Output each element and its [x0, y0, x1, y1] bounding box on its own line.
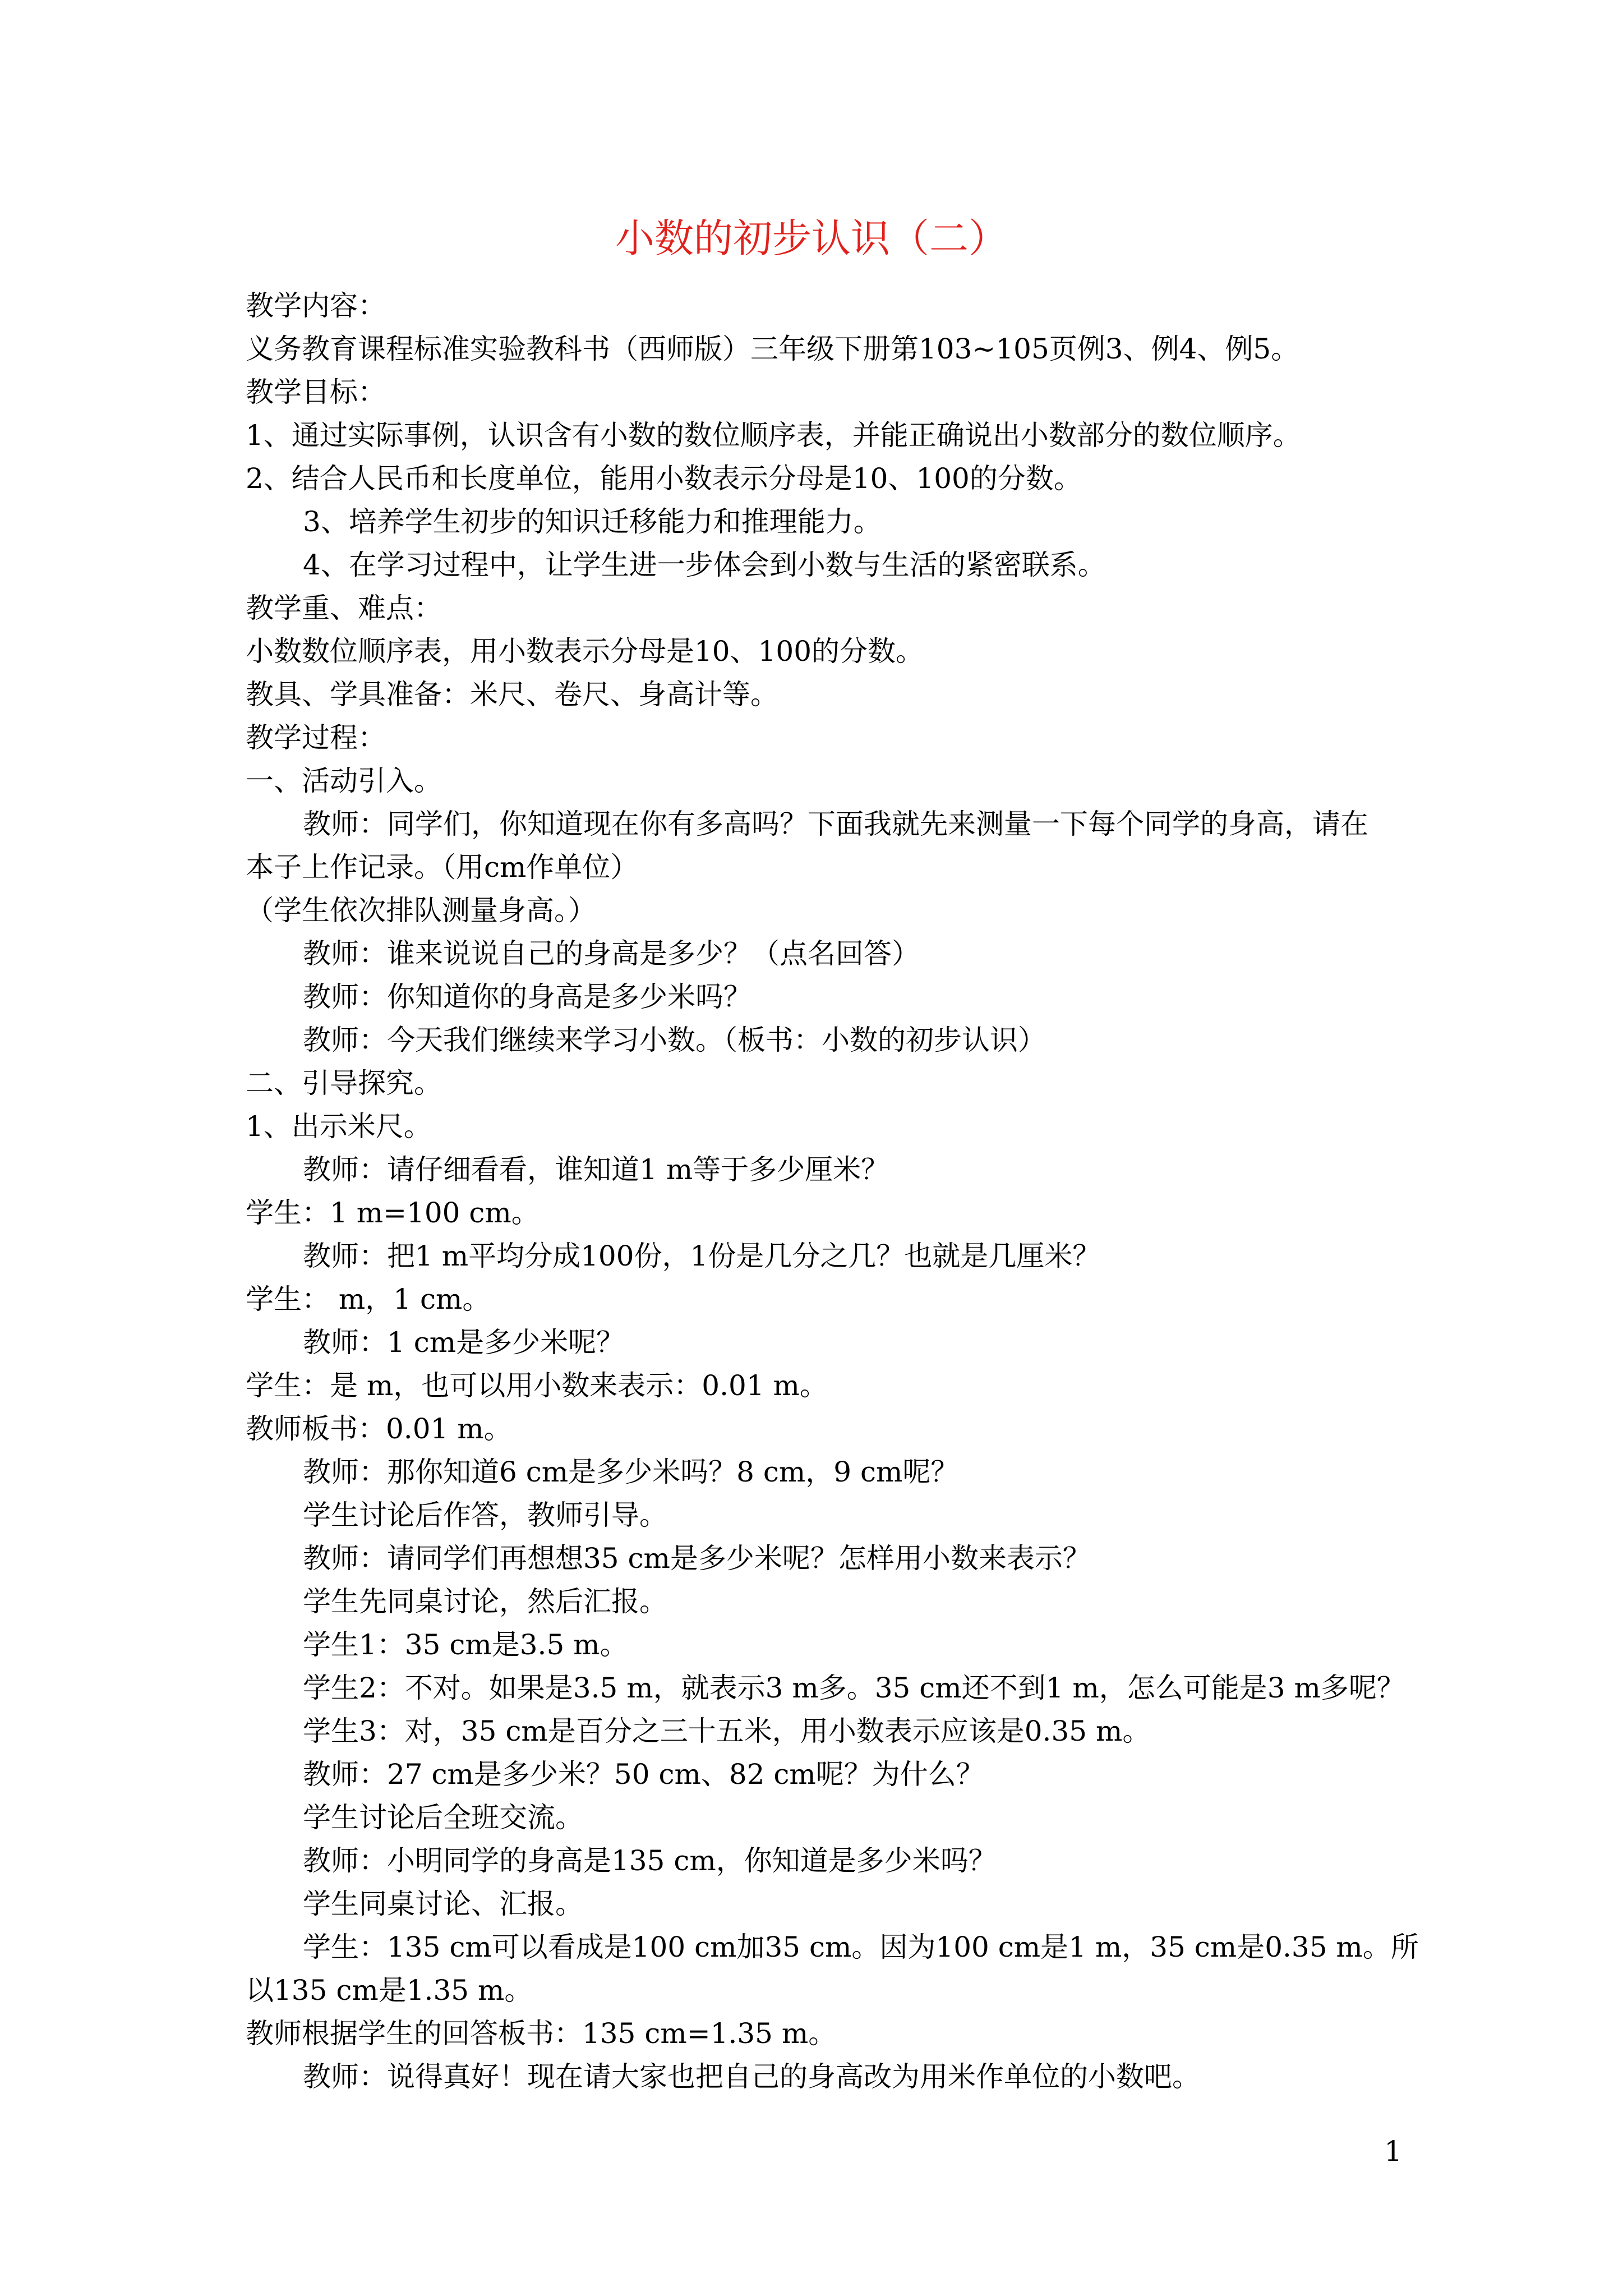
text-line: 教学目标： — [246, 376, 386, 408]
text-line: 教学重、难点： — [246, 592, 442, 624]
text-line: 2、结合人民币和长度单位，能用小数表示分母是10、100的分数。 — [246, 462, 1082, 495]
text-line: 教师：把1 m平均分成100份，1份是几分之几？也就是几厘米？ — [303, 1240, 1101, 1272]
text-line: 4、在学习过程中，让学生进一步体会到小数与生活的紧密联系。 — [303, 549, 1106, 581]
text-line: 学生讨论后作答，教师引导。 — [303, 1499, 667, 1531]
text-line: 教师：小明同学的身高是135 cm，你知道是多少米吗？ — [303, 1844, 997, 1877]
text-line: 教师板书：0.01 m。 — [246, 1412, 512, 1445]
text-line: 教师：那你知道6 cm是多少米吗？8 cm，9 cm呢？ — [303, 1456, 959, 1488]
text-line: 教师根据学生的回答板书：135 cm=1.35 m。 — [246, 2017, 837, 2050]
text-line: 以135 cm是1.35 m。 — [246, 1974, 533, 2007]
text-line: 学生：135 cm可以看成是100 cm加35 cm。因为100 cm是1 m，35 cm是0.35 m。所 — [303, 1931, 1419, 1963]
text-line: 学生同桌讨论、汇报。 — [303, 1888, 583, 1920]
text-line: 教师：你知道你的身高是多少米吗？ — [303, 981, 751, 1013]
page-number: 1 — [1384, 2135, 1402, 2168]
text-line: 义务教育课程标准实验教科书（西师版）三年级下册第103~105页例3、例4、例5。 — [246, 333, 1299, 365]
text-line: 学生3：对，35 cm是百分之三十五米，用小数表示应该是0.35 m。 — [303, 1715, 1151, 1747]
text-line: 学生1：35 cm是3.5 m。 — [303, 1628, 628, 1661]
text-line: 教学过程： — [246, 721, 386, 754]
text-line: 学生先同桌讨论，然后汇报。 — [303, 1585, 667, 1618]
text-line: 教师：请同学们再想想35 cm是多少米呢？怎样用小数来表示？ — [303, 1542, 1091, 1575]
text-line: 教学内容： — [246, 289, 386, 322]
text-line: 1、通过实际事例，认识含有小数的数位顺序表，并能正确说出小数部分的数位顺序。 — [246, 419, 1301, 452]
text-line: （学生依次排队测量身高。） — [246, 894, 596, 927]
text-line: 教师：说得真好！现在请大家也把自己的身高改为用米作单位的小数吧。 — [303, 2060, 1200, 2093]
text-line: 教师：同学们，你知道现在你有多高吗？下面我就先来测量一下每个同学的身高，请在 — [303, 808, 1368, 840]
document-body — [246, 284, 1419, 2099]
text-line: 1、出示米尺。 — [246, 1110, 432, 1143]
text-line: 教师：27 cm是多少米？50 cm、82 cm呢？为什么？ — [303, 1758, 984, 1791]
text-line: 本子上作记录。（用cm作单位） — [246, 851, 639, 884]
text-line: 学生2：不对。如果是3.5 m，就表示3 m多。35 cm还不到1 m，怎么可能是3 m多呢？ — [303, 1672, 1405, 1704]
text-line: 教师：请仔细看看，谁知道1 m等于多少厘米？ — [303, 1153, 889, 1186]
text-line: 学生：是 m，也可以用小数来表示：0.01 m。 — [246, 1369, 828, 1402]
text-line: 3、培养学生初步的知识迁移能力和推理能力。 — [303, 505, 882, 538]
text-line: 学生：1 m=100 cm。 — [246, 1197, 540, 1229]
text-line: 教师：1 cm是多少米呢？ — [303, 1326, 625, 1359]
text-line: 教师：今天我们继续来学习小数。（板书：小数的初步认识） — [303, 1024, 1046, 1056]
text-line: 学生讨论后全班交流。 — [303, 1801, 583, 1834]
page-title: 小数的初步认识（二） — [615, 215, 1008, 261]
text-line: 教师：谁来说说自己的身高是多少？（点名回答） — [303, 937, 920, 970]
text-line: 教具、学具准备：米尺、卷尺、身高计等。 — [246, 678, 778, 711]
text-line: 小数数位顺序表，用小数表示分母是10、100的分数。 — [246, 635, 924, 668]
text-line: 一、活动引入。 — [246, 765, 442, 797]
text-line: 学生： m，1 cm。 — [246, 1283, 491, 1315]
text-line: 二、引导探究。 — [246, 1067, 442, 1099]
